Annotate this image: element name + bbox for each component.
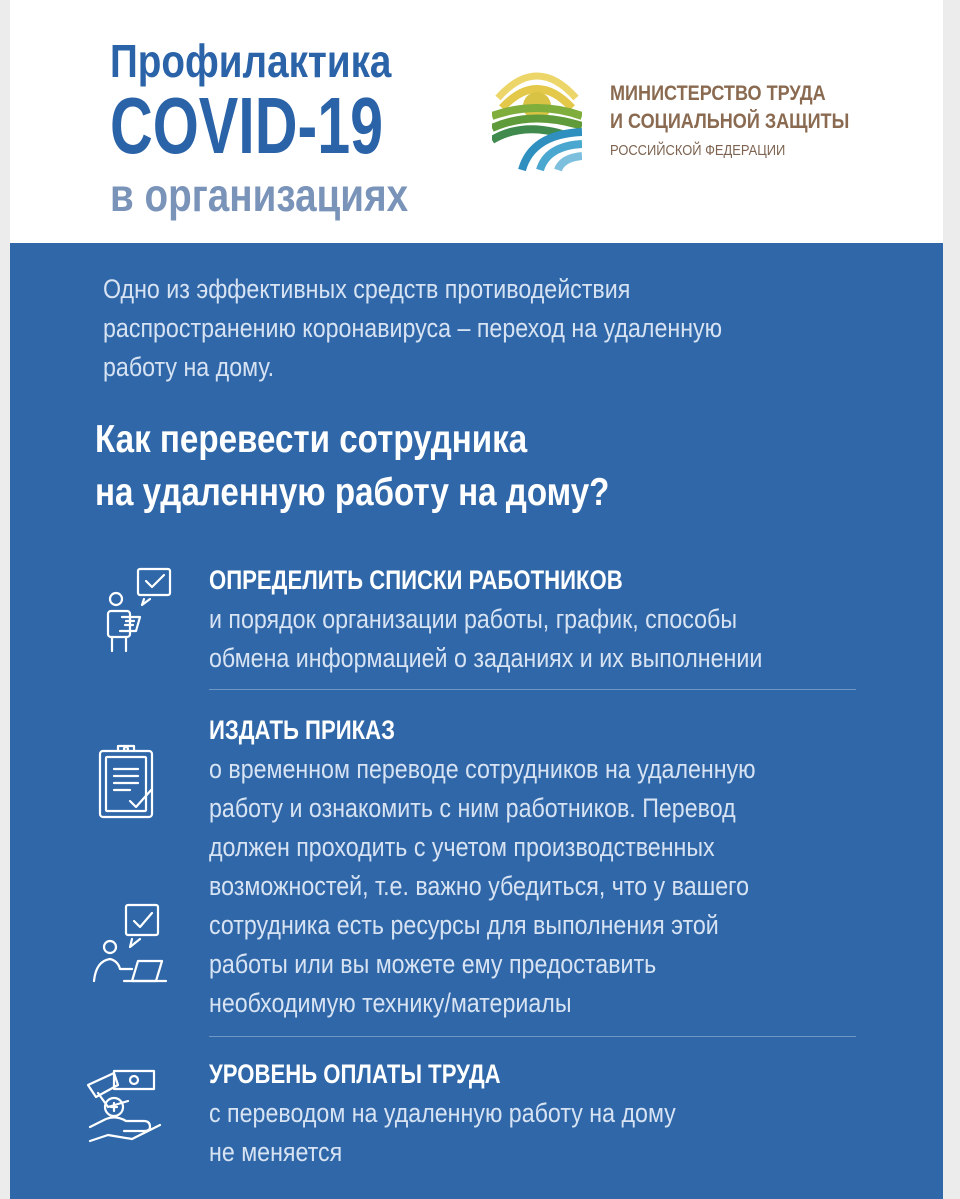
person-presenting-checklist-icon <box>102 565 174 657</box>
question-heading <box>95 413 609 519</box>
content-panel <box>10 243 943 1199</box>
item-2-line: сотрудника есть ресурсы для выполнения этой <box>209 910 719 940</box>
item-2-line: возможностей, т.е. важно убедиться, что у вашего <box>209 871 750 901</box>
item-2-line: должен проходить с учетом производственных <box>209 832 715 862</box>
ministry-logo-icon <box>492 72 582 172</box>
title-line-3: в организациях <box>110 169 409 221</box>
item-2-line: необходимую технику/материалы <box>209 988 572 1018</box>
person-laptop-check-icon <box>88 903 170 987</box>
ministry-name-line-1: МИНИСТЕРСТВО ТРУДА <box>610 82 826 105</box>
right-border <box>943 0 960 1199</box>
header <box>10 0 943 243</box>
ministry-name-line-3: РОССИЙСКОЙ ФЕДЕРАЦИИ <box>610 142 786 159</box>
item-2-line: работы или вы можете ему предоставить <box>209 949 657 979</box>
item-3-line: не меняется <box>209 1137 343 1167</box>
item-1-line: и порядок организации работы, график, способы <box>209 604 738 634</box>
item-2-line: о временном переводе сотрудников на удаленную <box>209 754 756 784</box>
item-2-text <box>209 750 897 1023</box>
clipboard-check-icon <box>96 743 160 823</box>
question-line-2: на удаленную работу на дому? <box>95 471 610 514</box>
item-3-text <box>209 1094 897 1172</box>
intro-line-2: распространению коронавируса – переход на удаленную <box>103 313 723 343</box>
item-1-text <box>209 600 897 678</box>
question-line-1: Как перевести сотрудника <box>95 418 528 461</box>
hand-money-icon <box>84 1065 164 1147</box>
title-line-1: Профилактика <box>110 35 392 87</box>
intro-line-1: Одно из эффективных средств противодействия <box>103 274 631 304</box>
item-2-line: работу и ознакомить с ним работников. Перевод <box>209 793 736 823</box>
item-3-title: УРОВЕНЬ ОПЛАТЫ ТРУДА <box>209 1059 501 1089</box>
item-1-title: ОПРЕДЕЛИТЬ СПИСКИ РАБОТНИКОВ <box>209 565 623 595</box>
item-3-line: с переводом на удаленную работу на дому <box>209 1098 676 1128</box>
ministry-name <box>610 82 888 159</box>
item-2-title: ИЗДАТЬ ПРИКАЗ <box>209 715 395 745</box>
left-border <box>0 0 10 1199</box>
intro-text <box>103 270 877 387</box>
intro-line-3: работу на дому. <box>103 352 275 382</box>
divider <box>209 1036 856 1037</box>
divider <box>209 689 856 690</box>
title-line-2: COVID-19 <box>110 81 384 170</box>
item-1-line: обмена информацией о заданиях и их выполнении <box>209 643 763 673</box>
ministry-name-line-2: И СОЦИАЛЬНОЙ ЗАЩИТЫ <box>610 110 850 133</box>
